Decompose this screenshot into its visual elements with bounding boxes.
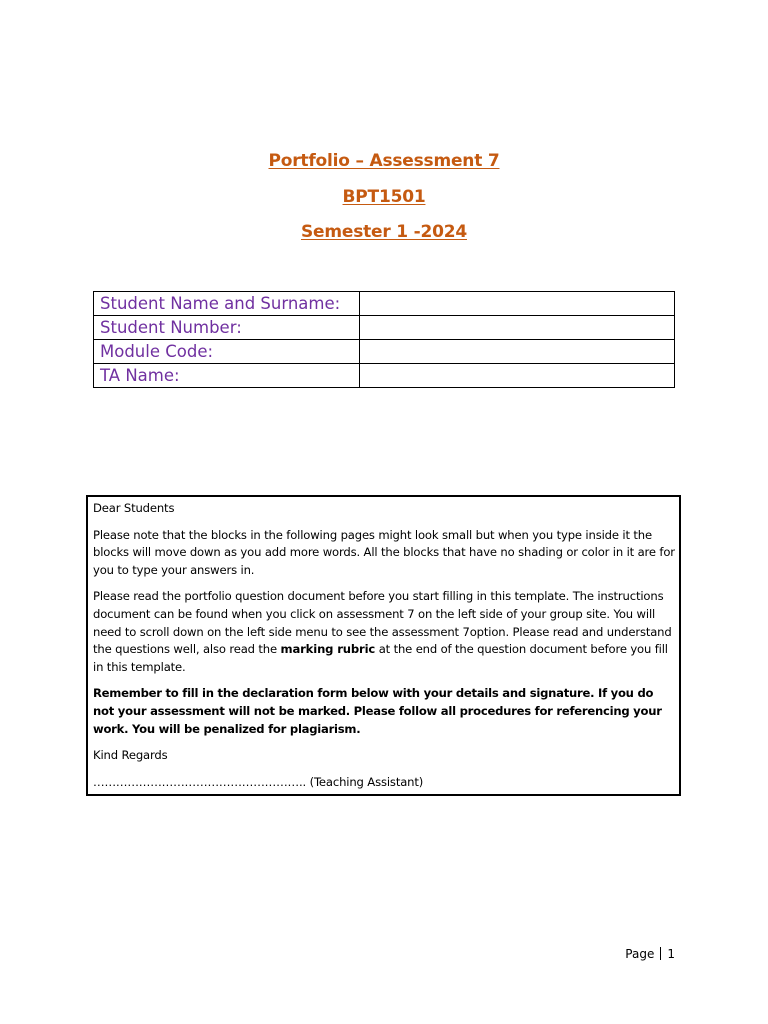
ta-name-label: TA Name: [94,364,360,388]
note-paragraph-instructions-end: at the end of the question document before you fill in this template. [93,642,668,674]
note-greeting: Dear Students [93,501,175,515]
student-number-field[interactable] [360,316,675,340]
instructions-text [93,500,677,800]
module-code-field[interactable] [360,340,675,364]
note-signature-line: ……………………………………………….. (Teaching Assistant) [93,774,424,789]
semester-heading: Semester 1 -2024 [300,222,467,242]
note-paragraph-blocks: Please note that the blocks in the following pages might look small but when you type inside it the blocks will move down as you add more words. All the blocks that have no shading or color in it are for you to type your answers in. [93,527,675,577]
student-number-label: Student Number: [94,316,360,340]
document-title: Portfolio – Assessment 7 [268,151,500,171]
note-declaration-warning: Remember to fill in the declaration form below with your details and signature. If you do not your assessment will not be marked. Please follow all procedures for referencing your work. You will be penalized for plagiarism. [93,686,662,736]
ta-name-field[interactable] [360,364,675,388]
instructions-box [86,495,681,796]
student-info-table [93,291,675,388]
student-name-field[interactable] [360,292,675,316]
page-separator [660,947,661,960]
student-name-label: Student Name and Surname: [94,292,360,316]
table-row [94,292,675,316]
note-paragraph-instructions [93,588,677,676]
page-number: 1 [667,947,675,961]
note-paragraph-instructions-start: Please read the portfolio question document before you start filling in this template. The instructions document can be found when you click on assessment 7 on the left side of your group site. You will need to scroll down on the left side menu to see the assessment 7option. Please read and understand the questions well, also read the [93,589,672,657]
module-code-heading: BPT1501 [342,187,426,207]
table-row [94,340,675,364]
table-row [94,364,675,388]
page-footer [625,947,675,961]
module-code-label: Module Code: [94,340,360,364]
table-row [94,316,675,340]
page-label: Page [625,947,655,961]
marking-rubric-emphasis: marking rubric [280,642,376,657]
note-closing: Kind Regards [93,748,168,763]
